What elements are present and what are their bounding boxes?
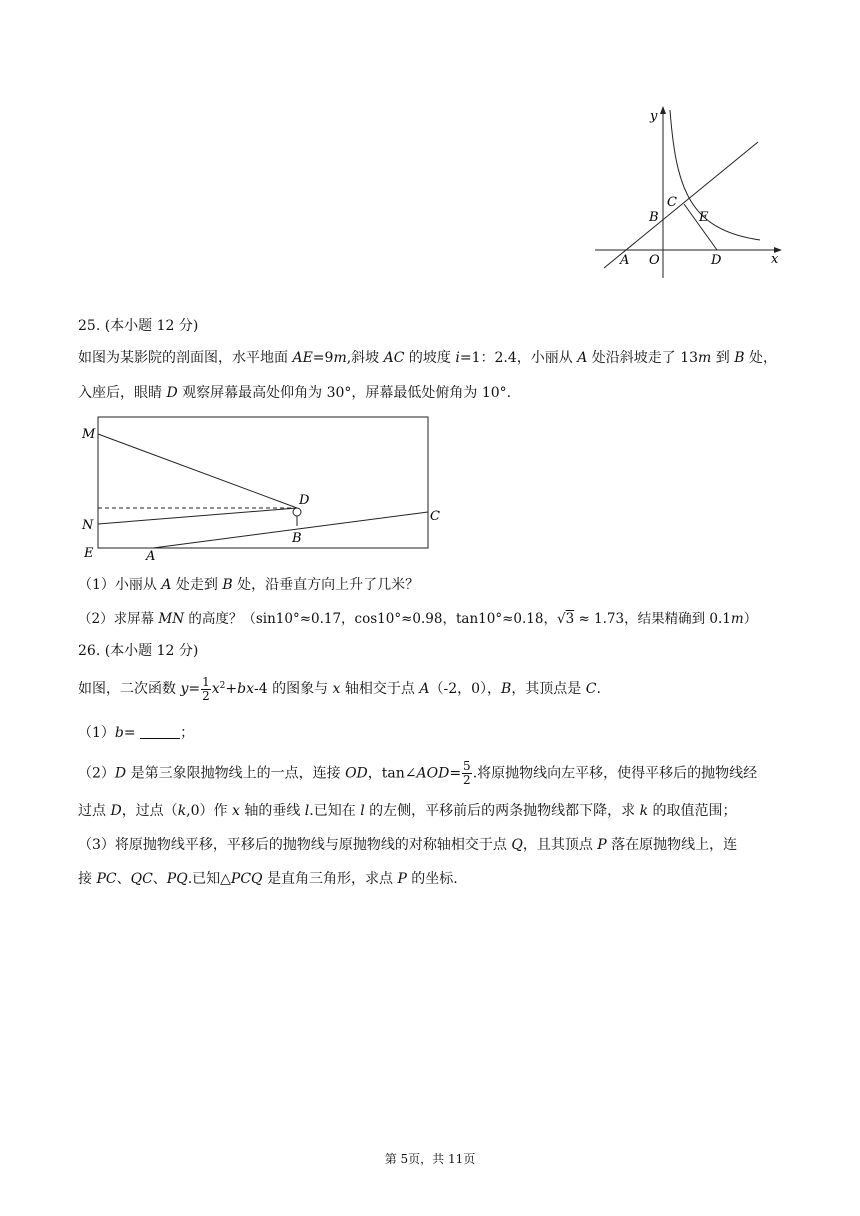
line-nd	[98, 508, 297, 524]
line-ab	[604, 142, 758, 268]
label-d: D	[711, 253, 722, 268]
label-d: D	[299, 493, 310, 508]
label-a: A	[620, 253, 630, 268]
cinema-figure	[78, 412, 450, 564]
label-b: B	[649, 210, 659, 225]
y-axis-arrow	[660, 106, 666, 114]
line-md	[98, 434, 297, 508]
label-c: C	[667, 195, 677, 210]
label-a: A	[146, 549, 156, 564]
fraction-five-halves: $\frac{5}{2}$	[463, 759, 471, 787]
q26-sub2-line2: 过点 D，过点（k,0）作 x 轴的垂线 l.已知在 l 的左侧，平移前后的两条抛物线都下降，求 k 的取值范围；	[78, 803, 737, 819]
q25-sub1: （1）小丽从 A 处走到 B 处，沿垂直方向上升了几米？	[78, 577, 420, 593]
answer-blank[interactable]	[140, 724, 180, 739]
cinema-frame	[98, 417, 428, 548]
q26-sub2-line1: （2）D 是第三象限抛物线上的一点，连接 OD，tan∠AOD= $\frac{5}{2}$ .将原抛物线向左平移，使得平移后的抛物线经	[78, 759, 758, 787]
sqrt-sign: √	[556, 611, 566, 627]
q25-intro-line1: 如图为某影院的剖面图，水平地面 AE=9m,斜坡 AC 的坡度 i=1：2.4，小丽从 A 处沿斜坡走了 13m 到 B 处，	[78, 350, 777, 366]
hyperbola-curve	[670, 110, 760, 240]
fraction-one-half: $\frac{1}{2}$	[202, 674, 210, 703]
q26-sub1: （1）b= ；	[78, 725, 195, 741]
label-x: x	[771, 252, 779, 267]
label-m: M	[82, 427, 96, 442]
label-e: E	[84, 546, 94, 561]
label-e: E	[699, 210, 709, 225]
q25-heading: 25. (本小题 12 分)	[78, 318, 199, 334]
q26-intro: 如图，二次函数 y= $\frac{1}{2}$ $x^2+bx-4$ 的图象与 x 轴相交于点 A（-2，0），B，其顶点是 C.	[78, 674, 601, 703]
q25-sub2: （2）求屏幕 MN 的高度？（sin10°≈0.17，cos10°≈0.98，tan10°≈0.18，√3 ≈ 1.73，结果精确到 0.1m）	[78, 611, 758, 627]
q25-intro-line2: 入座后，眼睛 D 观察屏幕最高处仰角为 30°，屏幕最低处俯角为 10°.	[78, 385, 512, 401]
q26-heading: 26. (本小题 12 分)	[78, 643, 199, 659]
label-b: B	[292, 531, 302, 546]
eye-point-d	[293, 508, 301, 516]
slope-ac	[153, 512, 428, 548]
coordinate-figure	[590, 100, 790, 280]
label-y: y	[650, 109, 658, 124]
label-n: N	[82, 518, 94, 533]
label-c: C	[430, 509, 440, 524]
page-footer: 第 5页，共 11页	[384, 1152, 476, 1166]
q26-sub3-line2: 接 PC、QC、PQ.已知△PCQ 是直角三角形，求点 P 的坐标.	[78, 871, 458, 887]
label-o: O	[649, 253, 660, 268]
q26-sub3-line1: （3）将原抛物线平移，平移后的抛物线与原抛物线的对称轴相交于点 Q，且其顶点 P 落在原抛物线上，连	[78, 837, 738, 853]
